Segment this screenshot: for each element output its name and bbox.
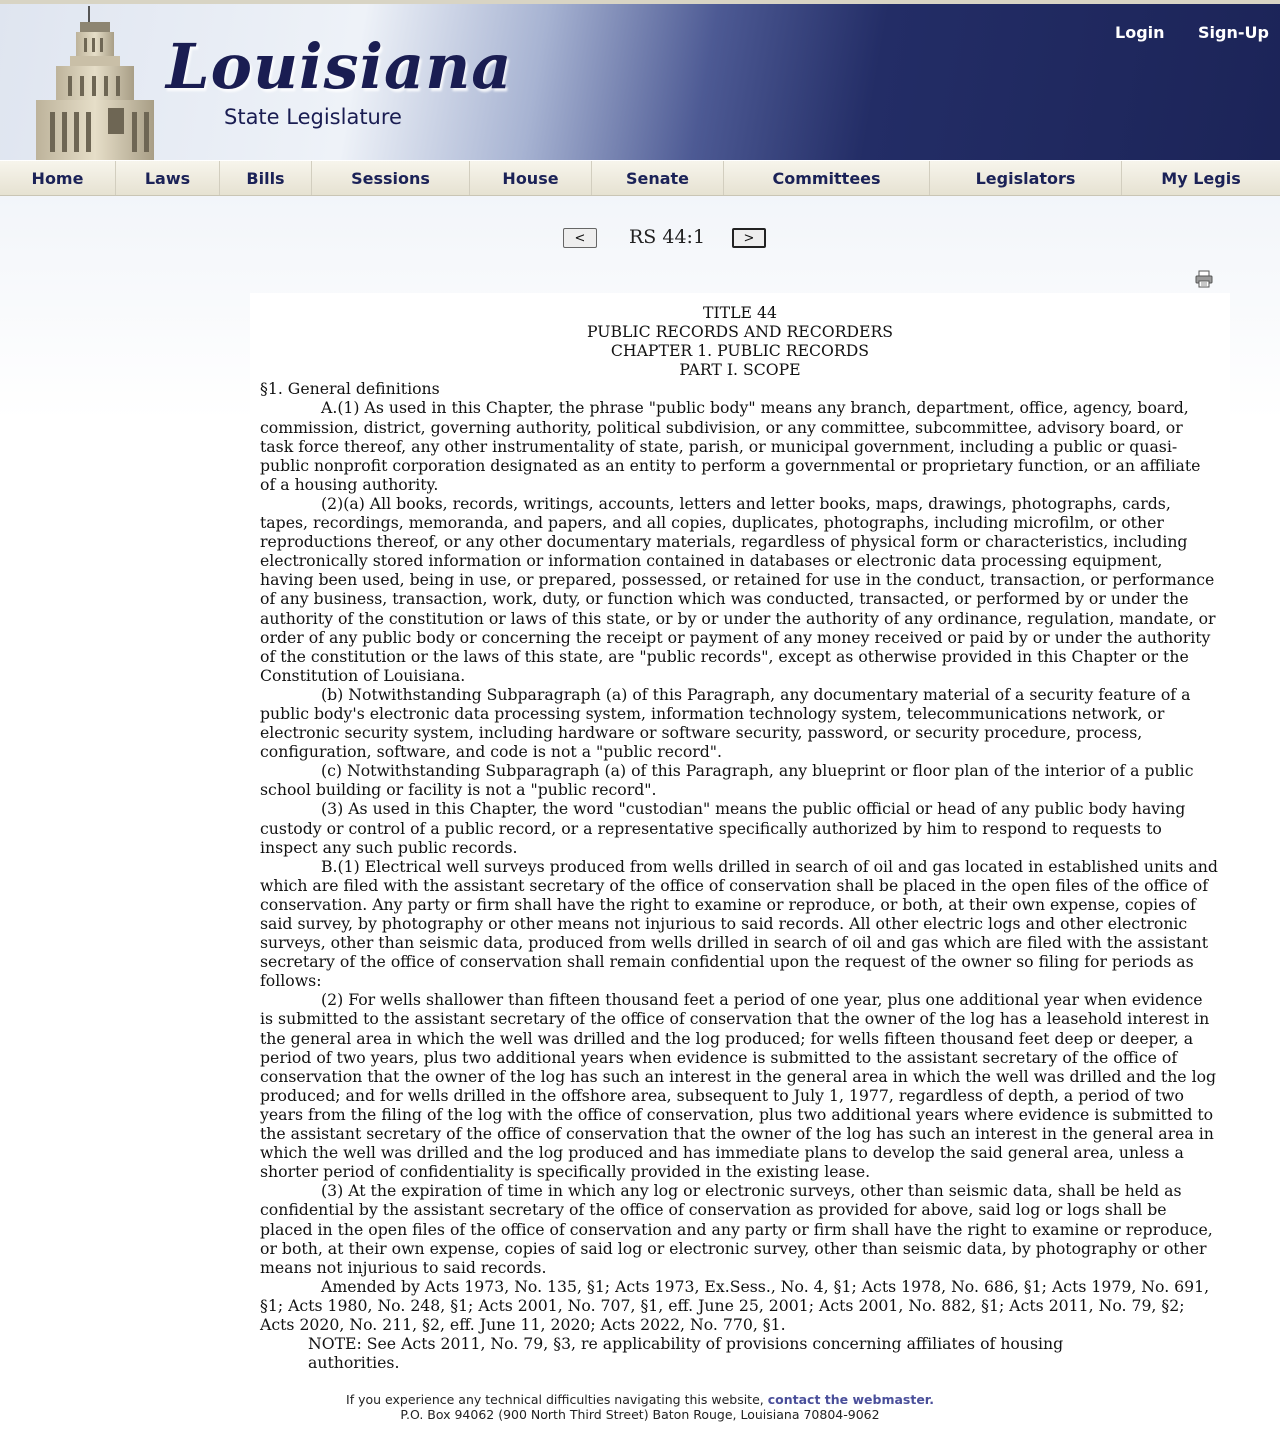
nav-home[interactable]: Home (0, 161, 116, 195)
login-link[interactable]: Login (1115, 23, 1165, 42)
footer-help-line (0, 1392, 1280, 1407)
chapter-heading: CHAPTER 1. PUBLIC RECORDS (610, 341, 870, 361)
logo-title: Louisiana (166, 30, 513, 103)
nav-legislators[interactable]: Legislators (930, 161, 1122, 195)
nav-my-legis[interactable]: My Legis (1161, 168, 1241, 188)
paragraph-a1: A.(1) As used in this Chapter, the phrase "public body" means any branch, department, office, agency, board, commission, district, governing authority, political subdivision, or any committee, subcommittee, advisory board, or task force thereof, any other instrumentality of state, parish, or municipal government, including a public or quasi-public nonprofit corporation designated as an entity to perform a governmental or proprietary function, or an affiliate of a housing authority. (260, 398, 1201, 494)
nav-committees[interactable]: Committees (724, 161, 930, 195)
footer (0, 1392, 1280, 1422)
amendment-history: Amended by Acts 1973, No. 135, §1; Acts 1973, Ex.Sess., No. 4, §1; Acts 1978, No. 686, §1; Acts 1979, No. 691, §1; Acts 1980, No. 248, §1; Acts 2001, No. 707, §1, eff. June 25, 2001; Acts 2001, No. 882, §1; Acts 2011, No. 79, §2; Acts 2020, No. 211, §2, eff. June 11, 2020; Acts 2022, No. 770, §1. (260, 1276, 1210, 1334)
paragraph-a2a: (2)(a) All books, records, writings, accounts, letters and letter books, maps, drawings, photographs, cards, tapes, recordings, memoranda, and papers, and all copies, duplicates, photographs, including microfilm, or other reproductions thereof, or any other documentary materials, regardless of physical form or characteristics, including electronically stored information or information contained in databases or electronic data processing equipment, having been used, being in use, or prepared, possessed, or retained for use in the conduct, transaction, or performance of any business, transaction, work, duty, or function which was conducted, transacted, or performed by or under the authority of the constitution or laws of this state, or by or under the authority of any ordinance, regulation, mandate, or order of any public body or concerning the receipt or payment of any money received or paid by or under the authority of the constitution or the laws of this state, are "public records", except as otherwise provided in this Chapter or the Constitution of Louisiana. (260, 493, 1216, 685)
title-name: PUBLIC RECORDS AND RECORDERS (586, 322, 894, 342)
paragraph-b3: (3) At the expiration of time in which any log or electronic surveys, other than seismic data, shall be held as confidential by the assistant secretary of the office of conservation as provided for above, said log or logs shall be placed in the open files of the office of conservation and any party or firm shall have the right to examine or reproduce, or both, at their own expense, copies of said log or electronic survey, other than seismic data, by photography or other means not injurious to said records. (260, 1181, 1213, 1277)
nav-laws[interactable]: Laws (116, 161, 220, 195)
paragraph-a2b: (b) Notwithstanding Subparagraph (a) of this Paragraph, any documentary material of a security feature of a public body's electronic data processing system, information technology system, telecommunications network, or electronic security system, including hardware or software security, password, or security procedure, process, configuration, software, and code is not a "public record". (260, 684, 1191, 762)
part-heading: PART I. SCOPE (679, 360, 801, 380)
paragraph-b2: (2) For wells shallower than fifteen thousand feet a period of one year, plus one additional year when evidence is submitted to the assistant secretary of the office of conservation that the owner of the log has a leasehold interest in the general area in which the well was drilled and the log produced; for wells fifteen thousand feet deep or deeper, a period of two years, plus two additional years when evidence is submitted to the assistant secretary of the office of conservation that the owner of the log has such an interest in the general area in which the well was drilled and the log produced; and for wells drilled in the offshore area, subsequent to July 1, 1977, regardless of depth, a period of two years from the filing of the log with the office of conservation, plus two additional years where evidence is submitted to the assistant secretary of the office of conservation that the owner of the log has such an interest in the general area in which the well was drilled and the log produced and has immediate plans to develop the said general area, unless a shorter period of confidentiality is specifically provided in the existing lease. (260, 990, 1217, 1182)
law-text (250, 293, 1230, 1383)
site-banner (0, 4, 1280, 160)
nav-senate[interactable]: Senate (592, 161, 724, 195)
footer-address: P.O. Box 94062 (900 North Third Street) Baton Rouge, Louisiana 70804-9062 (400, 1407, 880, 1422)
contact-webmaster-link[interactable]: contact the webmaster. (767, 1392, 934, 1407)
signup-link[interactable]: Sign-Up (1198, 23, 1269, 42)
capitol-building-image (0, 4, 170, 160)
nav-bills[interactable]: Bills (220, 161, 312, 195)
title-heading: TITLE 44 (703, 303, 777, 322)
logo-subtitle: State Legislature (224, 105, 402, 129)
paragraph-a3: (3) As used in this Chapter, the word "custodian" means the public official or head of any public body having custody or control of a public record, or a representative specifically authorized by him to respond to requests to inspect any such public records. (260, 799, 1186, 857)
footer-help-text: If you experience any technical difficulties navigating this website, (346, 1392, 764, 1407)
section-heading: §1. General definitions (260, 379, 440, 399)
previous-law-button[interactable]: < (563, 228, 597, 248)
printer-icon[interactable] (1195, 270, 1213, 288)
nav-house[interactable]: House (470, 161, 592, 195)
paragraph-a2c: (c) Notwithstanding Subparagraph (a) of this Paragraph, any blueprint or floor plan of the interior of a public school building or facility is not a "public record". (260, 761, 1194, 800)
nav-sessions[interactable]: Sessions (312, 161, 470, 195)
next-law-button[interactable]: > (732, 228, 766, 248)
law-citation: RS 44:1 (629, 226, 706, 248)
main-nav (0, 160, 1280, 196)
paragraph-b1: B.(1) Electrical well surveys produced from wells drilled in search of oil and gas located in established units and which are filed with the assistant secretary of the office of conservation shall be placed in the open files of the office of conservation. Any party or firm shall have the right to examine or reproduce, or both, at their own expense, copies of said survey, by photography or other means not injurious to said records. All other electric logs and other electronic surveys, other than seismic data, produced from wells drilled in search of oil and gas which are filed with the assistant secretary of the office of conservation shall remain confidential upon the request of the owner so filing for periods as follows: (260, 856, 1218, 991)
law-pager (0, 226, 1280, 252)
note-text: NOTE: See Acts 2011, No. 79, §3, re applicability of provisions concerning affiliates of housing authorities. (308, 1334, 1064, 1373)
